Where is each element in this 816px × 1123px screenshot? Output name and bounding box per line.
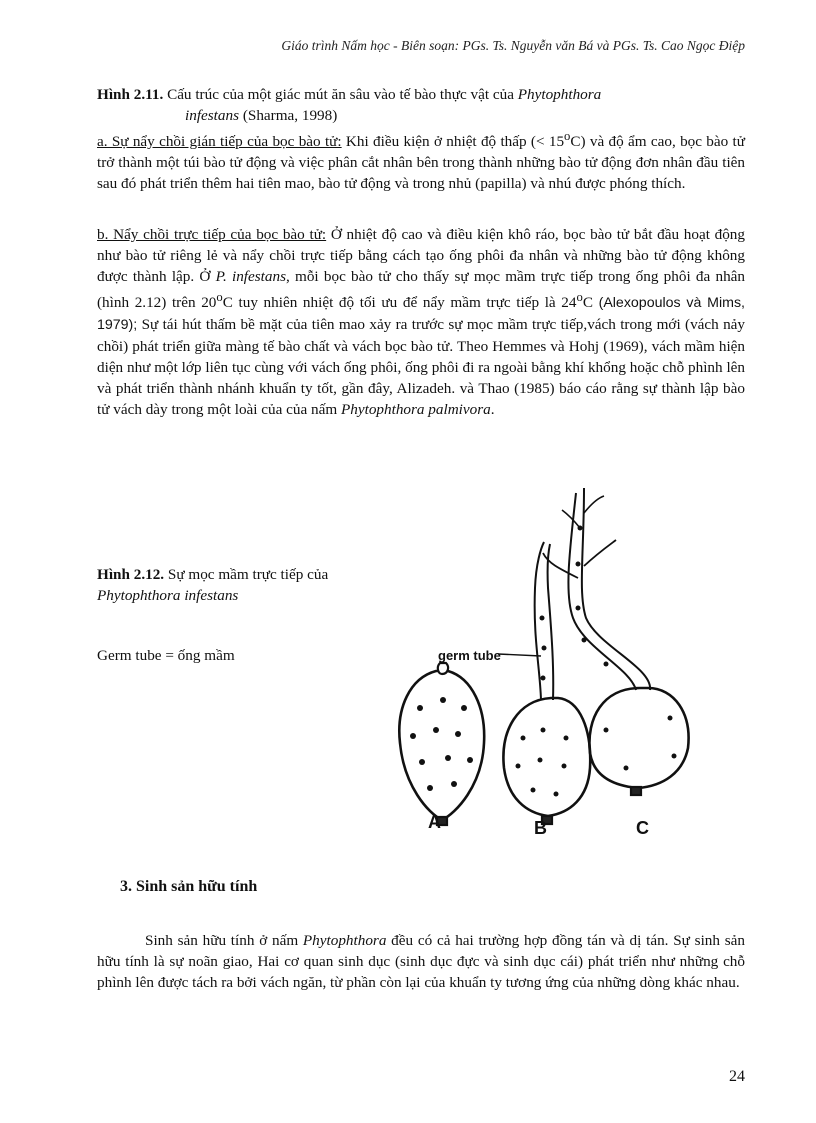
figure-2-11-caption xyxy=(97,84,745,126)
paragraph-b-text-2: , mỗi bọc bào tử cho thấy sự mọc mầm trực tiếp trong ống phôi đa nhân (hình 2.12) trên 20 xyxy=(97,268,745,312)
page-number: 24 xyxy=(729,1068,745,1085)
paragraph-b-heading: b. Nẩy chồi trực tiếp của bọc bào tử: xyxy=(97,226,327,243)
paragraph-b-text-3: C tuy nhiên nhiệt độ tối ưu để nẩy mầm trực tiếp là 24 xyxy=(222,294,577,312)
paragraph-a-sup: o xyxy=(564,129,571,143)
figure-2-11-species: infestans xyxy=(185,107,240,124)
paragraph-b-sup-2: o xyxy=(576,290,583,304)
figure-2-12-label: Hình 2.12. xyxy=(97,566,165,583)
figure-2-12-text: Sự mọc mầm trực tiếp của xyxy=(164,566,329,583)
paragraph-b-text-5: Sự tái hút thấm bề mặt của tiên mao xảy ra trước sự mọc mầm trực tiếp,vách trong mới (vách nảy chồi) phát triển giữa màng tế bào chất và vách bọc bào tử. Theo Hemmes và Hohj (1969), vách mầm hiện diện như một lớp liên tục cùng với vách ống phôi, ống phôi đi ra ngoài bằng khí khổng hoặc chỗ phình lên và phát triển thành nhánh khuẩn ty tốt, gần đây, Alizadeh. và Thao (1985) báo cáo rằng sự thành lập bào tử vách dày trong một loài của của nấm xyxy=(97,316,745,419)
sporangium-a xyxy=(399,663,484,825)
figure-2-12-caption xyxy=(97,564,337,606)
paragraph-b-sup-1: o xyxy=(216,290,223,304)
label-b: B xyxy=(534,818,547,838)
section-3-title: 3. Sinh sản hữu tính xyxy=(120,878,258,895)
running-header: Giáo trình Nấm học - Biên soạn: PGs. Ts. Nguyễn văn Bá và PGs. Ts. Cao Ngọc Điệp xyxy=(281,38,745,53)
paragraph-c-genus: Phytophthora xyxy=(302,932,387,949)
paragraph-c-text-2: đều có cả hai trường hợp đồng tán và dị tán. Sự sinh sản hữu tính là sự noãn giao, Hai cơ quan sinh dục (sinh dục đực và sinh dục cái) phát triển như những chỗ phình lên được tách ra bởi vách ngăn, từ phần còn lại của khuẩn ty tương ứng của những dòng khác nhau. xyxy=(97,932,745,991)
paragraph-b-italic-1: P. infestans xyxy=(215,268,286,285)
paragraph-b-citation: (Alexopoulos và Mims, 1979); xyxy=(97,295,745,334)
paragraph-a-text-2: C) và độ ẩm cao, bọc bào tử trở thành một túi bào tử động và việc phân cắt nhân bên trong thành những bào tử động đơn nhân đầu tiên sau đó phát triển thêm hai tiên mao, bào tử động và trong nhủ (papilla) và nhú được phóng thích. xyxy=(97,133,745,193)
figure-2-12-drawing xyxy=(358,468,743,853)
figure-2-11-citation: (Sharma, 1998) xyxy=(239,107,338,124)
label-a: A xyxy=(428,812,441,832)
paragraph-b-text-6: . xyxy=(490,401,495,419)
paragraph-a-heading: a. Sự nẩy chồi gián tiếp của bọc bào tử: xyxy=(97,133,342,151)
paragraph-a xyxy=(97,126,745,194)
paragraph-c xyxy=(97,930,745,993)
label-c: C xyxy=(636,818,649,838)
germ-tube-note: Germ tube = ống mầm xyxy=(97,647,235,664)
paragraph-b xyxy=(97,224,745,420)
sporangium-b xyxy=(503,542,590,824)
paragraph-c-text-1: Sinh sản hữu tính ở nấm xyxy=(145,932,303,949)
figure-2-11-genus: Phytophthora xyxy=(517,86,602,103)
figure-2-11-label: Hình 2.11. xyxy=(97,86,164,103)
germ-tube-label: germ tube xyxy=(438,648,501,663)
figure-2-11-text: Cấu trúc của một giác mút ăn sâu vào tế bào thực vật của xyxy=(167,86,518,103)
paragraph-b-text-1: Ở nhiệt độ cao và điều kiện khô ráo, bọc bào tử bắt đầu hoạt động như bào tử riêng lẻ và nẩy chồi trực tiếp bằng cách tạo ống phôi đa nhân và những bào tử động không được thành lập. Ở xyxy=(97,226,745,285)
paragraph-a-text-1: Khi điều kiện ở nhiệt độ thấp (< 15 xyxy=(341,133,565,151)
paragraph-b-text-4: C xyxy=(582,294,599,312)
sporangium-c xyxy=(543,488,689,795)
figure-2-12-species: Phytophthora infestans xyxy=(97,587,239,604)
paragraph-b-italic-2: Phytophthora palmivora xyxy=(340,401,491,419)
